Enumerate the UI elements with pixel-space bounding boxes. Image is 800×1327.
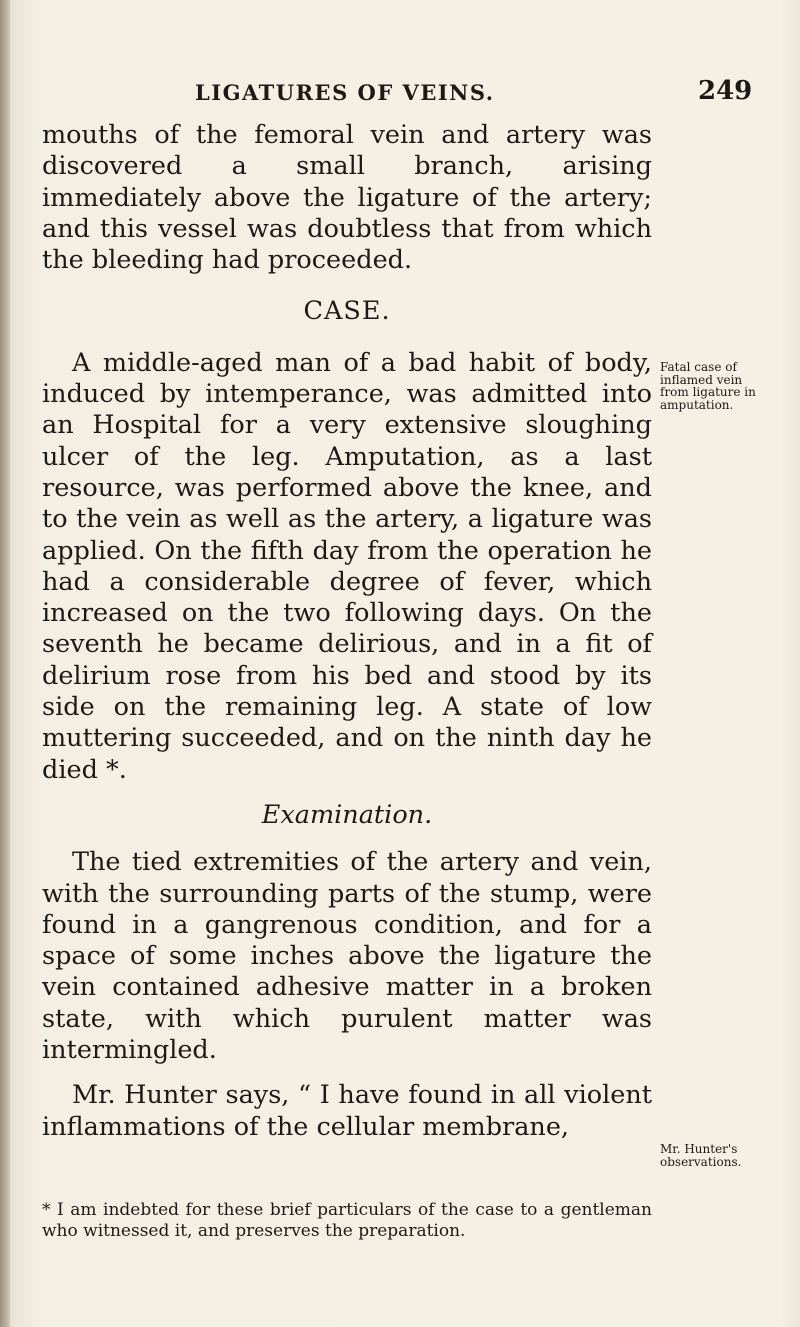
case-heading: CASE. (303, 296, 391, 327)
footnote: * I am indebted for these brief particulars of the case to a gentleman who witnessed it, and preserves the preparation. (42, 1200, 652, 1241)
margin-note-fatal-case: Fatal case of inflamed vein from ligature in amputation. (660, 360, 756, 412)
paragraph-hunter: Mr. Hunter says, “ I have found in all violent inflammations of the cellular membrane, (42, 1080, 652, 1142)
body-text (42, 120, 652, 1143)
examination-heading: Examination. (261, 799, 433, 830)
paragraph-case: A middle-aged man of a bad habit of body, induced by intemperance, was admitted into an Hospital for a very extensive sloughing ulcer of the leg. Amputation, as a last resource, was performed above the knee, and to the vein as well as the artery, a ligature was applied. On the fifth day from the operation he had a considerable degree of fever, which increased on the two following days. On the seventh he became delirious, and in a fit of delirium rose from his bed and stood by its side on the remaining leg. A state of low muttering succeeded, and on the ninth day he died *. (42, 347, 652, 785)
page-gutter-shadow (0, 0, 10, 1327)
paragraph-examination: The tied extremities of the artery and vein, with the surrounding parts of the stump, were found in a gangrenous condition, and for a space of some inches above the ligature the vein contained adhesive matter in a broken state, with which purulent matter was intermingled. (42, 847, 652, 1066)
running-head: LIGATURES OF VEINS. (195, 80, 495, 105)
margin-note-hunter: Mr. Hunter's observations. (660, 1142, 742, 1169)
page-number: 249 (698, 76, 753, 106)
paragraph-continuation: mouths of the femoral vein and artery was discovered a small branch, arising immediately above the ligature of the artery; and this vessel was doubtless that from which the bleeding had proceeded. (42, 120, 652, 276)
page-header (0, 74, 800, 114)
